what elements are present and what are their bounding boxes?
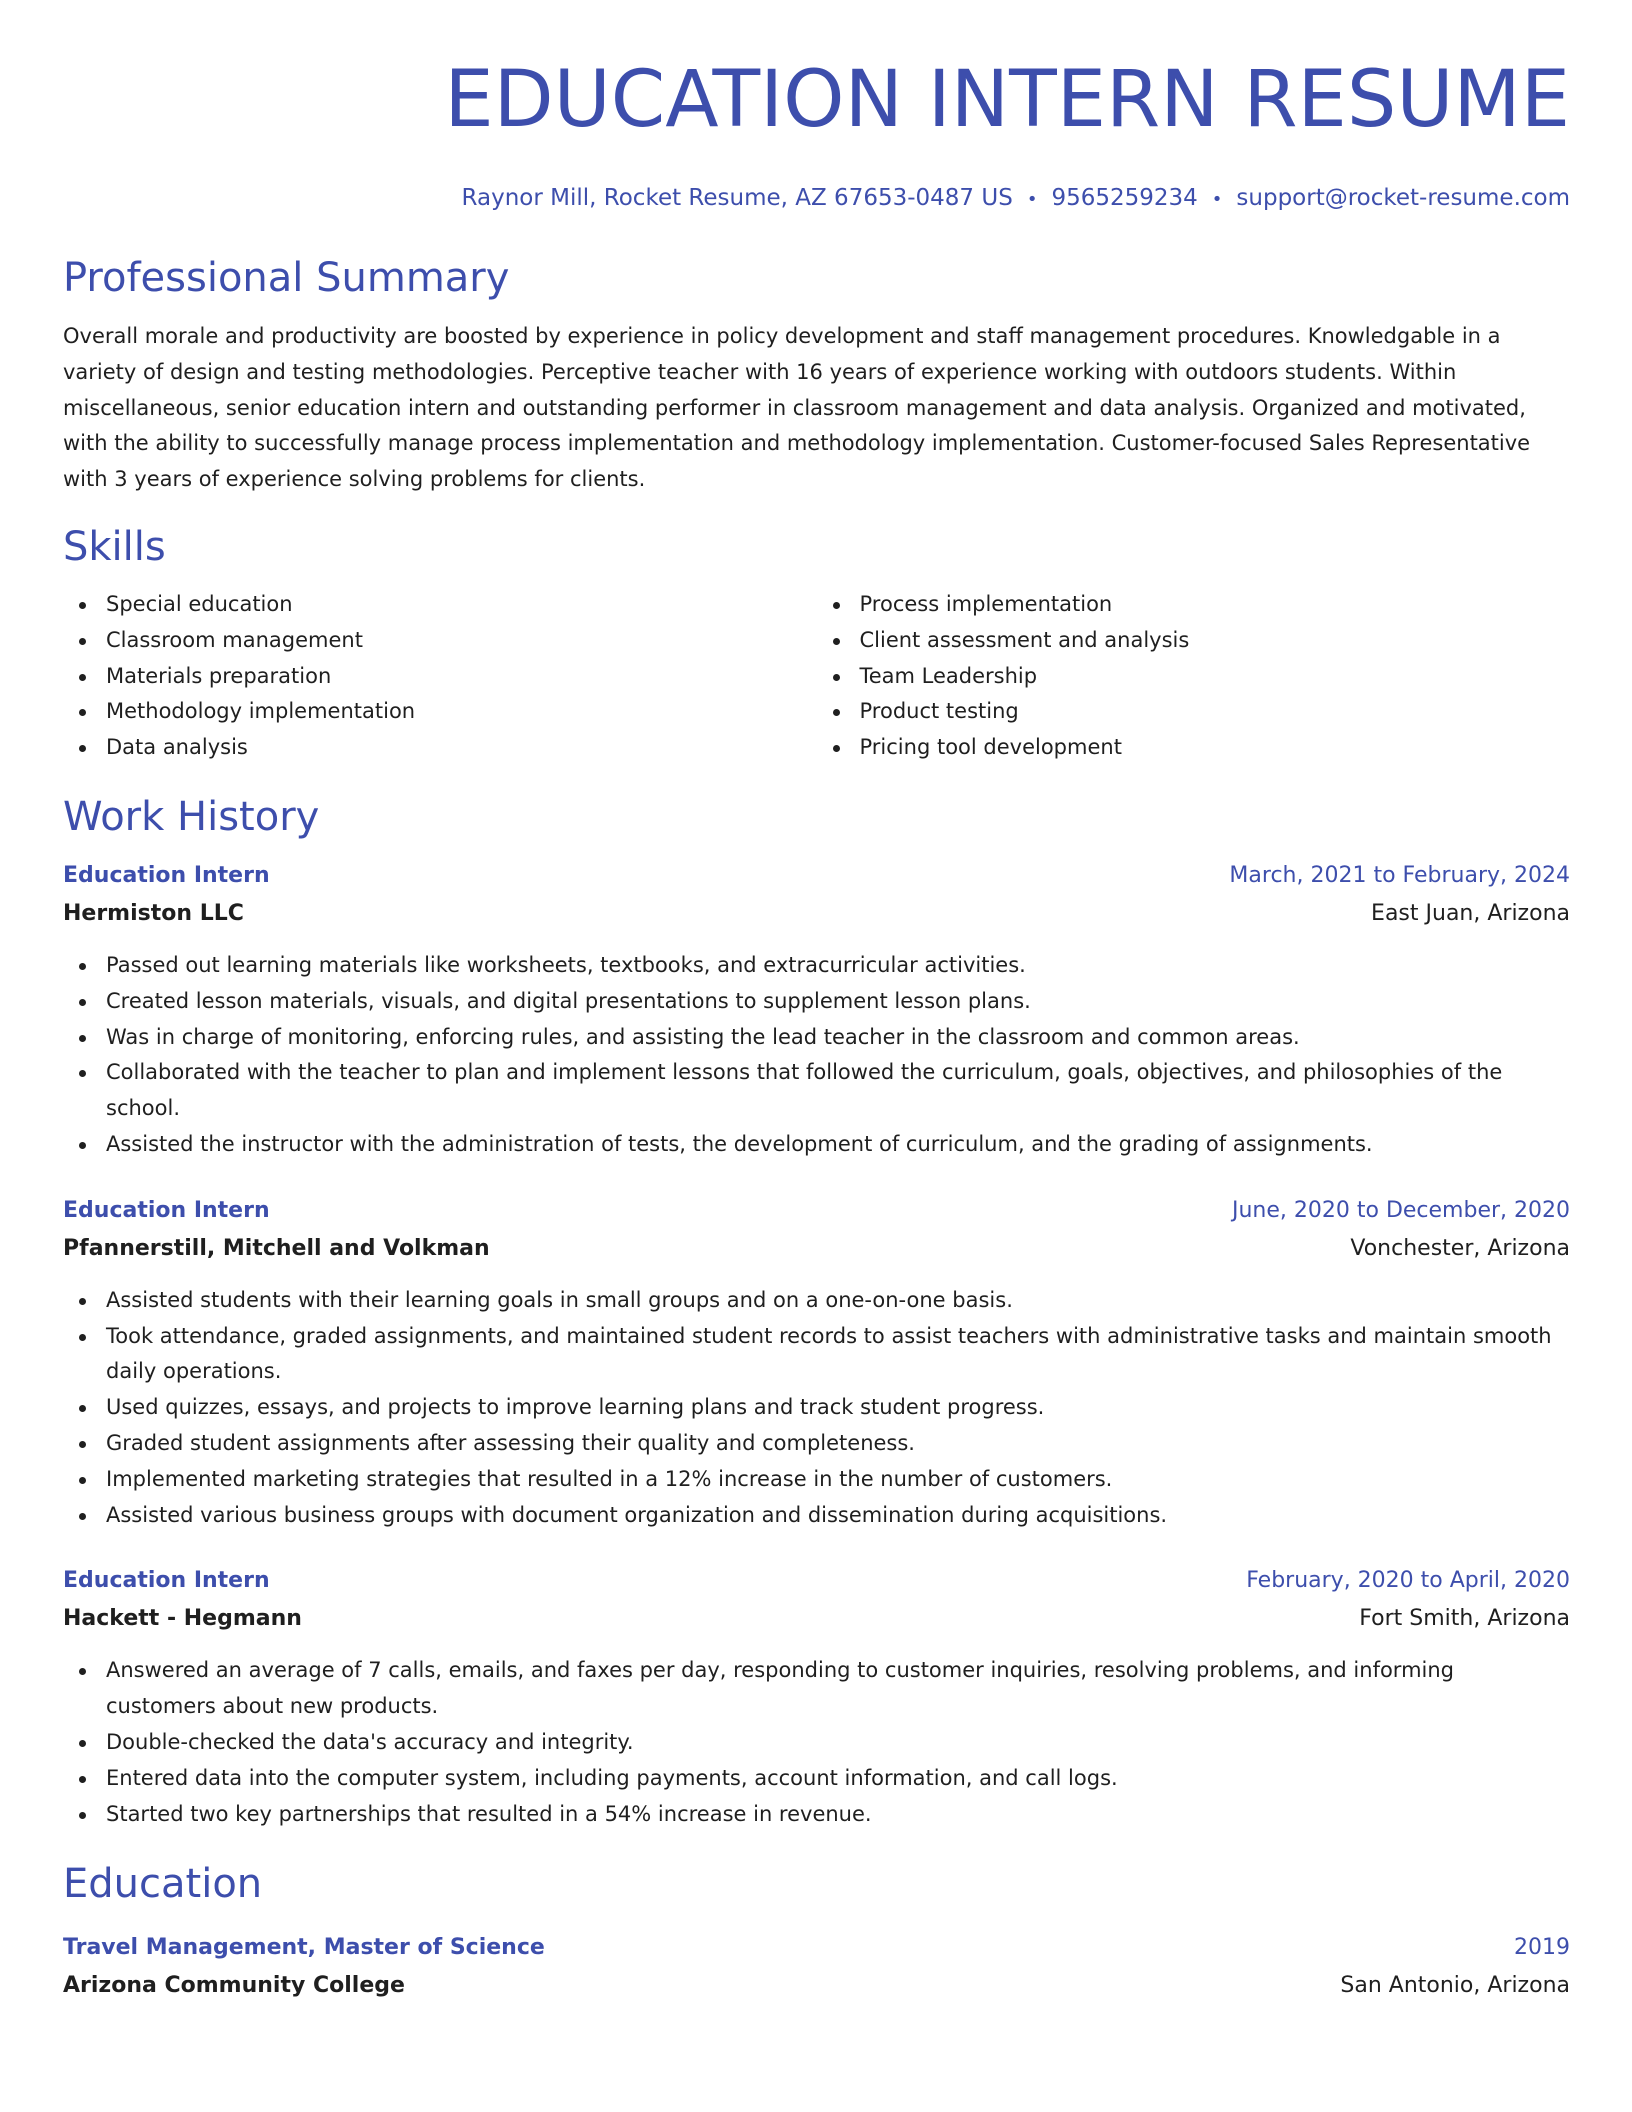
contact-email[interactable]: support@rocket-resume.com <box>1236 185 1570 211</box>
job-company: Pfannerstill, Mitchell and Volkman <box>63 1235 490 1261</box>
contact-phone[interactable]: 9565259234 <box>1051 185 1198 211</box>
job-bullet-list <box>63 948 1570 1163</box>
education-school: Arizona Community College <box>63 1973 405 1999</box>
job-company-row <box>63 895 1570 933</box>
contact-separator: • <box>1026 189 1038 210</box>
job-bullet: Passed out learning materials like worksheets, textbooks, and extracurricular activities. <box>106 948 1570 984</box>
job-bullet: Double-checked the data's accuracy and integrity. <box>106 1725 1570 1761</box>
job-company: Hermiston LLC <box>63 900 244 926</box>
job-bullet: Started two key partnerships that resulted in a 54% increase in revenue. <box>106 1797 1570 1833</box>
job-location: Fort Smith, Arizona <box>1359 1606 1570 1632</box>
job-bullet: Graded student assignments after assessing their quality and completeness. <box>106 1426 1570 1462</box>
skill-item: Special education <box>106 587 817 623</box>
skill-item: Methodology implementation <box>106 694 817 730</box>
skill-item: Product testing <box>860 694 1571 730</box>
skills-list-left <box>63 587 817 766</box>
resume-header <box>63 52 1570 215</box>
resume-title: EDUCATION INTERN RESUME <box>444 55 1570 145</box>
job-bullet: Implemented marketing strategies that resulted in a 12% increase in the number of customers. <box>106 1462 1570 1498</box>
job-bullet: Used quizzes, essays, and projects to improve learning plans and track student progress. <box>106 1390 1570 1426</box>
skill-item: Materials preparation <box>106 659 817 695</box>
job-title: Education Intern <box>63 862 270 888</box>
contact-address: Raynor Mill, Rocket Resume, AZ 67653-0487 US <box>461 185 1013 211</box>
job-dates: February, 2020 to April, 2020 <box>1246 1568 1570 1594</box>
job-title-row <box>63 857 1570 895</box>
job-company: Hackett - Hegmann <box>63 1606 302 1632</box>
skills-section <box>63 521 1570 766</box>
job-entry <box>63 857 1570 1163</box>
contact-separator: • <box>1211 189 1223 210</box>
education-year: 2019 <box>1514 1935 1570 1961</box>
skills-grid <box>63 587 1570 766</box>
job-title-row <box>63 1192 1570 1230</box>
job-bullet: Took attendance, graded assignments, and maintained student records to assist teachers with administrative tasks and maintain smooth daily operations. <box>106 1319 1570 1391</box>
job-bullet: Assisted students with their learning goals in small groups and on a one-on-one basis. <box>106 1283 1570 1319</box>
section-heading-education: Education <box>63 1861 263 1908</box>
job-entry <box>63 1192 1570 1534</box>
job-title-row <box>63 1562 1570 1600</box>
education-section <box>63 1858 1570 2005</box>
skill-item: Team Leadership <box>860 659 1571 695</box>
skill-item: Pricing tool development <box>860 730 1571 766</box>
contact-line <box>63 183 1570 215</box>
job-location: East Juan, Arizona <box>1371 900 1570 926</box>
job-bullet: Created lesson materials, visuals, and digital presentations to supplement lesson plans. <box>106 984 1570 1020</box>
section-heading-work-history: Work History <box>63 793 320 840</box>
education-degree: Travel Management, Master of Science <box>63 1935 545 1961</box>
education-location: San Antonio, Arizona <box>1340 1973 1570 1999</box>
education-entry <box>63 1929 1570 2005</box>
professional-summary-section <box>63 252 1570 498</box>
job-bullet: Assisted various business groups with document organization and dissemination during acquisitions. <box>106 1498 1570 1534</box>
job-bullet: Collaborated with the teacher to plan and implement lessons that followed the curriculum, goals, objectives, and philosophies of the school. <box>106 1055 1570 1127</box>
skills-list-right <box>817 587 1571 766</box>
skill-item: Data analysis <box>106 730 817 766</box>
job-bullet-list <box>63 1653 1570 1832</box>
section-heading-skills: Skills <box>63 523 166 570</box>
job-bullet: Entered data into the computer system, including payments, account information, and call logs. <box>106 1761 1570 1797</box>
job-dates: June, 2020 to December, 2020 <box>1231 1197 1570 1223</box>
job-bullet: Was in charge of monitoring, enforcing rules, and assisting the lead teacher in the classroom and common areas. <box>106 1020 1570 1056</box>
skill-item: Client assessment and analysis <box>860 623 1571 659</box>
job-company-row <box>63 1230 1570 1268</box>
education-degree-row <box>63 1929 1570 1967</box>
work-history-section <box>63 791 1570 1832</box>
skill-item: Process implementation <box>860 587 1571 623</box>
job-bullet: Assisted the instructor with the administration of tests, the development of curriculum, and the grading of assignments. <box>106 1127 1570 1163</box>
job-dates: March, 2021 to February, 2024 <box>1229 862 1570 888</box>
job-location: Vonchester, Arizona <box>1350 1235 1570 1261</box>
job-title: Education Intern <box>63 1568 270 1594</box>
summary-text: Overall morale and productivity are boosted by experience in policy development and staff management procedures. Knowledgable in a variety of design and testing methodologies. Perceptive teacher with 16 years of experience working with outdoors students. Within miscellaneous, senior education intern and outstanding performer in classroom management and data analysis. Organized and motivated, with the ability to successfully manage process implementation and methodology implementation. Customer-focused Sales Representative with 3 years of experience solving problems for clients. <box>63 324 1531 492</box>
job-bullet-list <box>63 1283 1570 1534</box>
skill-item: Classroom management <box>106 623 817 659</box>
job-entry <box>63 1562 1570 1832</box>
job-bullet: Answered an average of 7 calls, emails, and faxes per day, responding to customer inquiries, resolving problems, and informing customers about new products. <box>106 1653 1570 1725</box>
section-heading-summary: Professional Summary <box>63 255 510 301</box>
job-title: Education Intern <box>63 1197 270 1223</box>
education-school-row <box>63 1967 1570 2005</box>
job-company-row <box>63 1600 1570 1638</box>
